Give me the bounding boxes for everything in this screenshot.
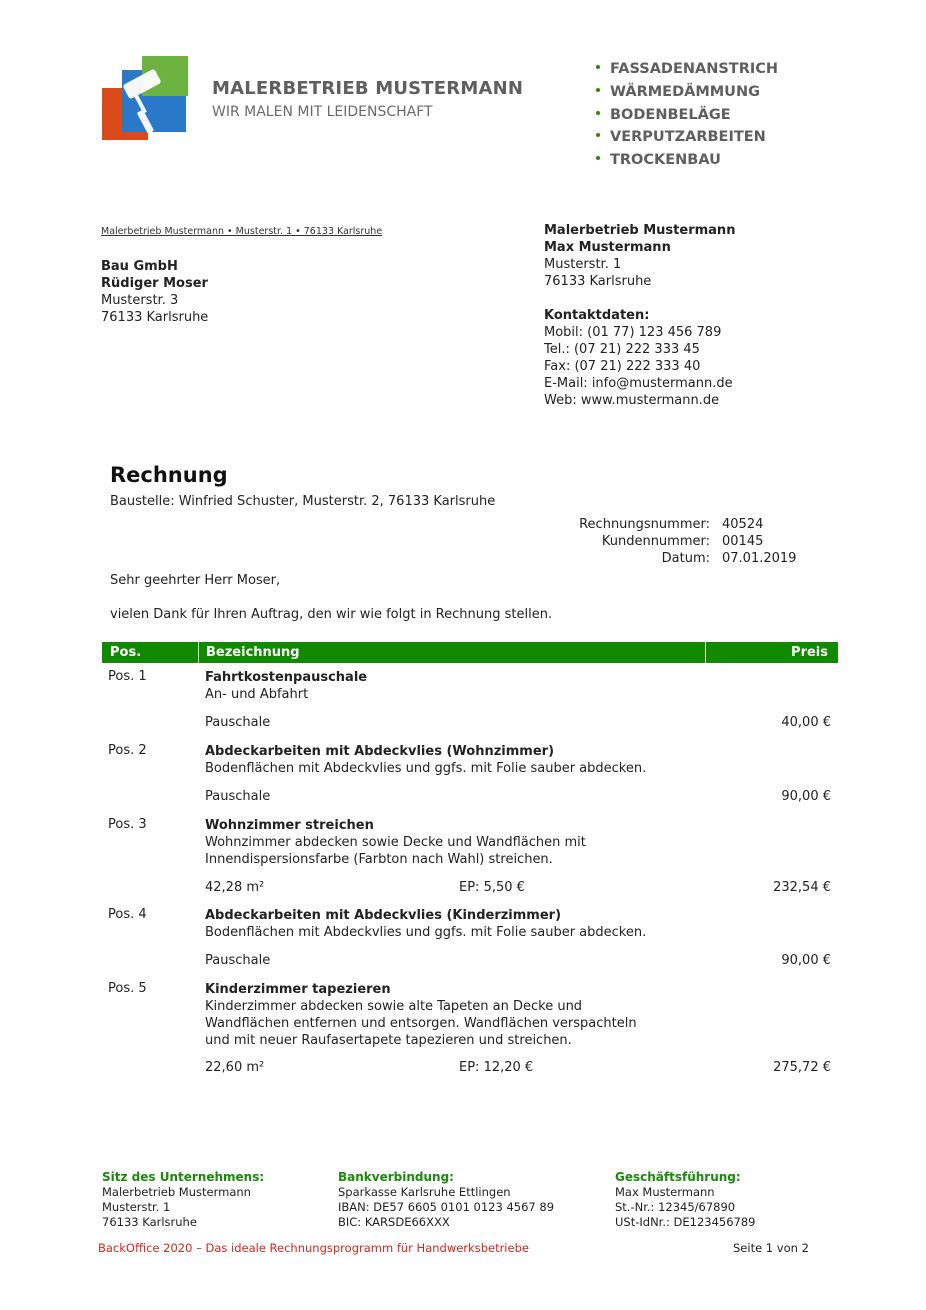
bullet-dot-icon: [596, 133, 600, 137]
row-pos: Pos. 2: [108, 743, 147, 758]
footer-line: St.-Nr.: 12345/67890: [615, 1200, 736, 1214]
sender-address: [544, 222, 735, 409]
row-price: 40,00 €: [781, 715, 831, 730]
header-price: Preis: [791, 645, 828, 660]
row-price: 90,00 €: [781, 953, 831, 968]
contact-phone: Tel.: (07 21) 222 333 45: [544, 342, 700, 357]
row-unit-price: EP: 12,20 €: [459, 1060, 534, 1075]
row-pos: Pos. 1: [108, 669, 147, 684]
services-list: [596, 58, 778, 172]
meta-row-invoice-number: Rechnungsnummer: 40524: [579, 517, 764, 532]
contact-mobile: Mobil: (01 77) 123 456 789: [544, 325, 722, 340]
row-title: Abdeckarbeiten mit Abdeckvlies (Wohnzimmer): [205, 744, 555, 759]
contact-email: E-Mail: info@mustermann.de: [544, 376, 733, 391]
header-description: Bezeichnung: [206, 645, 300, 660]
row-title: Kinderzimmer tapezieren: [205, 982, 391, 997]
footer-line: 76133 Karlsruhe: [102, 1215, 197, 1229]
footer-heading: Geschäftsführung:: [615, 1170, 741, 1184]
row-pos: Pos. 3: [108, 817, 147, 832]
sender-return-line: Malerbetrieb Mustermann • Musterstr. 1 • 76133 Karlsruhe: [101, 226, 383, 237]
paint-roller-logo-icon: [102, 56, 190, 144]
footer-heading: Bankverbindung:: [338, 1170, 454, 1184]
row-description: Wohnzimmer abdecken sowie Decke und Wandflächen mit: [205, 835, 586, 850]
row-price: 90,00 €: [781, 789, 831, 804]
meta-row-date: Datum: 07.01.2019: [661, 551, 797, 566]
contact-fax: Fax: (07 21) 222 333 40: [544, 359, 701, 374]
footer-line: Sparkasse Karlsruhe Ettlingen: [338, 1185, 511, 1199]
footer-heading: Sitz des Unternehmens:: [102, 1170, 265, 1184]
row-title: Abdeckarbeiten mit Abdeckvlies (Kinderzimmer): [205, 908, 562, 923]
footer-line: Malerbetrieb Mustermann: [102, 1185, 251, 1199]
contact-title: Kontaktdaten:: [544, 308, 650, 323]
row-pos: Pos. 4: [108, 907, 147, 922]
row-description: Bodenflächen mit Abdeckvlies und ggfs. mit Folie sauber abdecken.: [205, 761, 647, 776]
row-title: Fahrtkostenpauschale: [205, 670, 368, 685]
row-unit-price: EP: 5,50 €: [459, 880, 525, 895]
bullet-dot-icon: [596, 88, 600, 92]
row-price: 232,54 €: [773, 880, 831, 895]
bullet-dot-icon: [596, 111, 600, 115]
service-item: VERPUTZARBEITEN: [596, 126, 778, 149]
row-price: 275,72 €: [773, 1060, 831, 1075]
row-pos: Pos. 5: [108, 981, 147, 996]
footer-bank: [338, 1170, 554, 1230]
invoice-meta: [520, 516, 820, 567]
row-description: Kinderzimmer abdecken sowie alte Tapeten an Decke und: [205, 999, 583, 1014]
row-description: Wandflächen entfernen und entsorgen. Wandflächen verspachteln: [205, 1016, 637, 1031]
row-description: Bodenflächen mit Abdeckvlies und ggfs. mit Folie sauber abdecken.: [205, 925, 647, 940]
service-item: BODENBELÄGE: [596, 104, 778, 127]
footer-line: Musterstr. 1: [102, 1200, 171, 1214]
recipient-city: 76133 Karlsruhe: [101, 310, 209, 325]
row-title: Wohnzimmer streichen: [205, 818, 374, 833]
bullet-dot-icon: [596, 65, 600, 69]
recipient-person: Rüdiger Moser: [101, 276, 208, 291]
header-divider: [705, 642, 706, 663]
service-item: WÄRMEDÄMMUNG: [596, 81, 778, 104]
footer-line: BIC: KARSDE66XXX: [338, 1215, 450, 1229]
row-quantity: Pauschale: [205, 953, 271, 968]
footer-line: IBAN: DE57 6605 0101 0123 4567 89: [338, 1200, 555, 1214]
header-divider: [198, 642, 199, 663]
row-description: Innendispersionsfarbe (Farbton nach Wahl) streichen.: [205, 852, 553, 867]
page-number: Seite 1 von 2: [733, 1241, 809, 1255]
service-item: TROCKENBAU: [596, 149, 778, 172]
invoice-title: Rechnung: [110, 463, 228, 487]
construction-site: Baustelle: Winfried Schuster, Musterstr. 2, 76133 Karlsruhe: [110, 494, 496, 509]
row-quantity: Pauschale: [205, 789, 271, 804]
row-quantity: Pauschale: [205, 715, 271, 730]
row-description: und mit neuer Raufasertapete tapezieren und streichen.: [205, 1033, 572, 1048]
service-item: FASSADENANSTRICH: [596, 58, 778, 81]
intro-text: vielen Dank für Ihren Auftrag, den wir wie folgt in Rechnung stellen.: [110, 607, 553, 622]
footer-management: [615, 1170, 756, 1230]
row-quantity: 42,28 m²: [205, 880, 265, 895]
sender-company: Malerbetrieb Mustermann: [544, 223, 736, 238]
table-header: [102, 642, 838, 663]
sender-city: 76133 Karlsruhe: [544, 274, 652, 289]
contact-web: Web: www.mustermann.de: [544, 393, 720, 408]
company-slogan: WIR MALEN MIT LEIDENSCHAFT: [212, 104, 433, 120]
recipient-address: [101, 258, 208, 326]
recipient-company: Bau GmbH: [101, 259, 178, 274]
recipient-street: Musterstr. 3: [101, 293, 179, 308]
header-pos: Pos.: [110, 645, 142, 660]
meta-row-customer-number: Kundennummer: 00145: [601, 534, 764, 549]
sender-person: Max Mustermann: [544, 240, 671, 255]
footer-line: USt-IdNr.: DE123456789: [615, 1215, 756, 1229]
greeting: Sehr geehrter Herr Moser,: [110, 573, 281, 588]
sender-street: Musterstr. 1: [544, 257, 622, 272]
bullet-dot-icon: [596, 156, 600, 160]
footer-line: Max Mustermann: [615, 1185, 715, 1199]
row-quantity: 22,60 m²: [205, 1060, 265, 1075]
row-description: An- und Abfahrt: [205, 687, 309, 702]
company-name: MALERBETRIEB MUSTERMANN: [212, 78, 524, 99]
footer-company-seat: [102, 1170, 264, 1230]
program-note: BackOffice 2020 – Das ideale Rechnungsprogramm für Handwerksbetriebe: [98, 1241, 529, 1255]
